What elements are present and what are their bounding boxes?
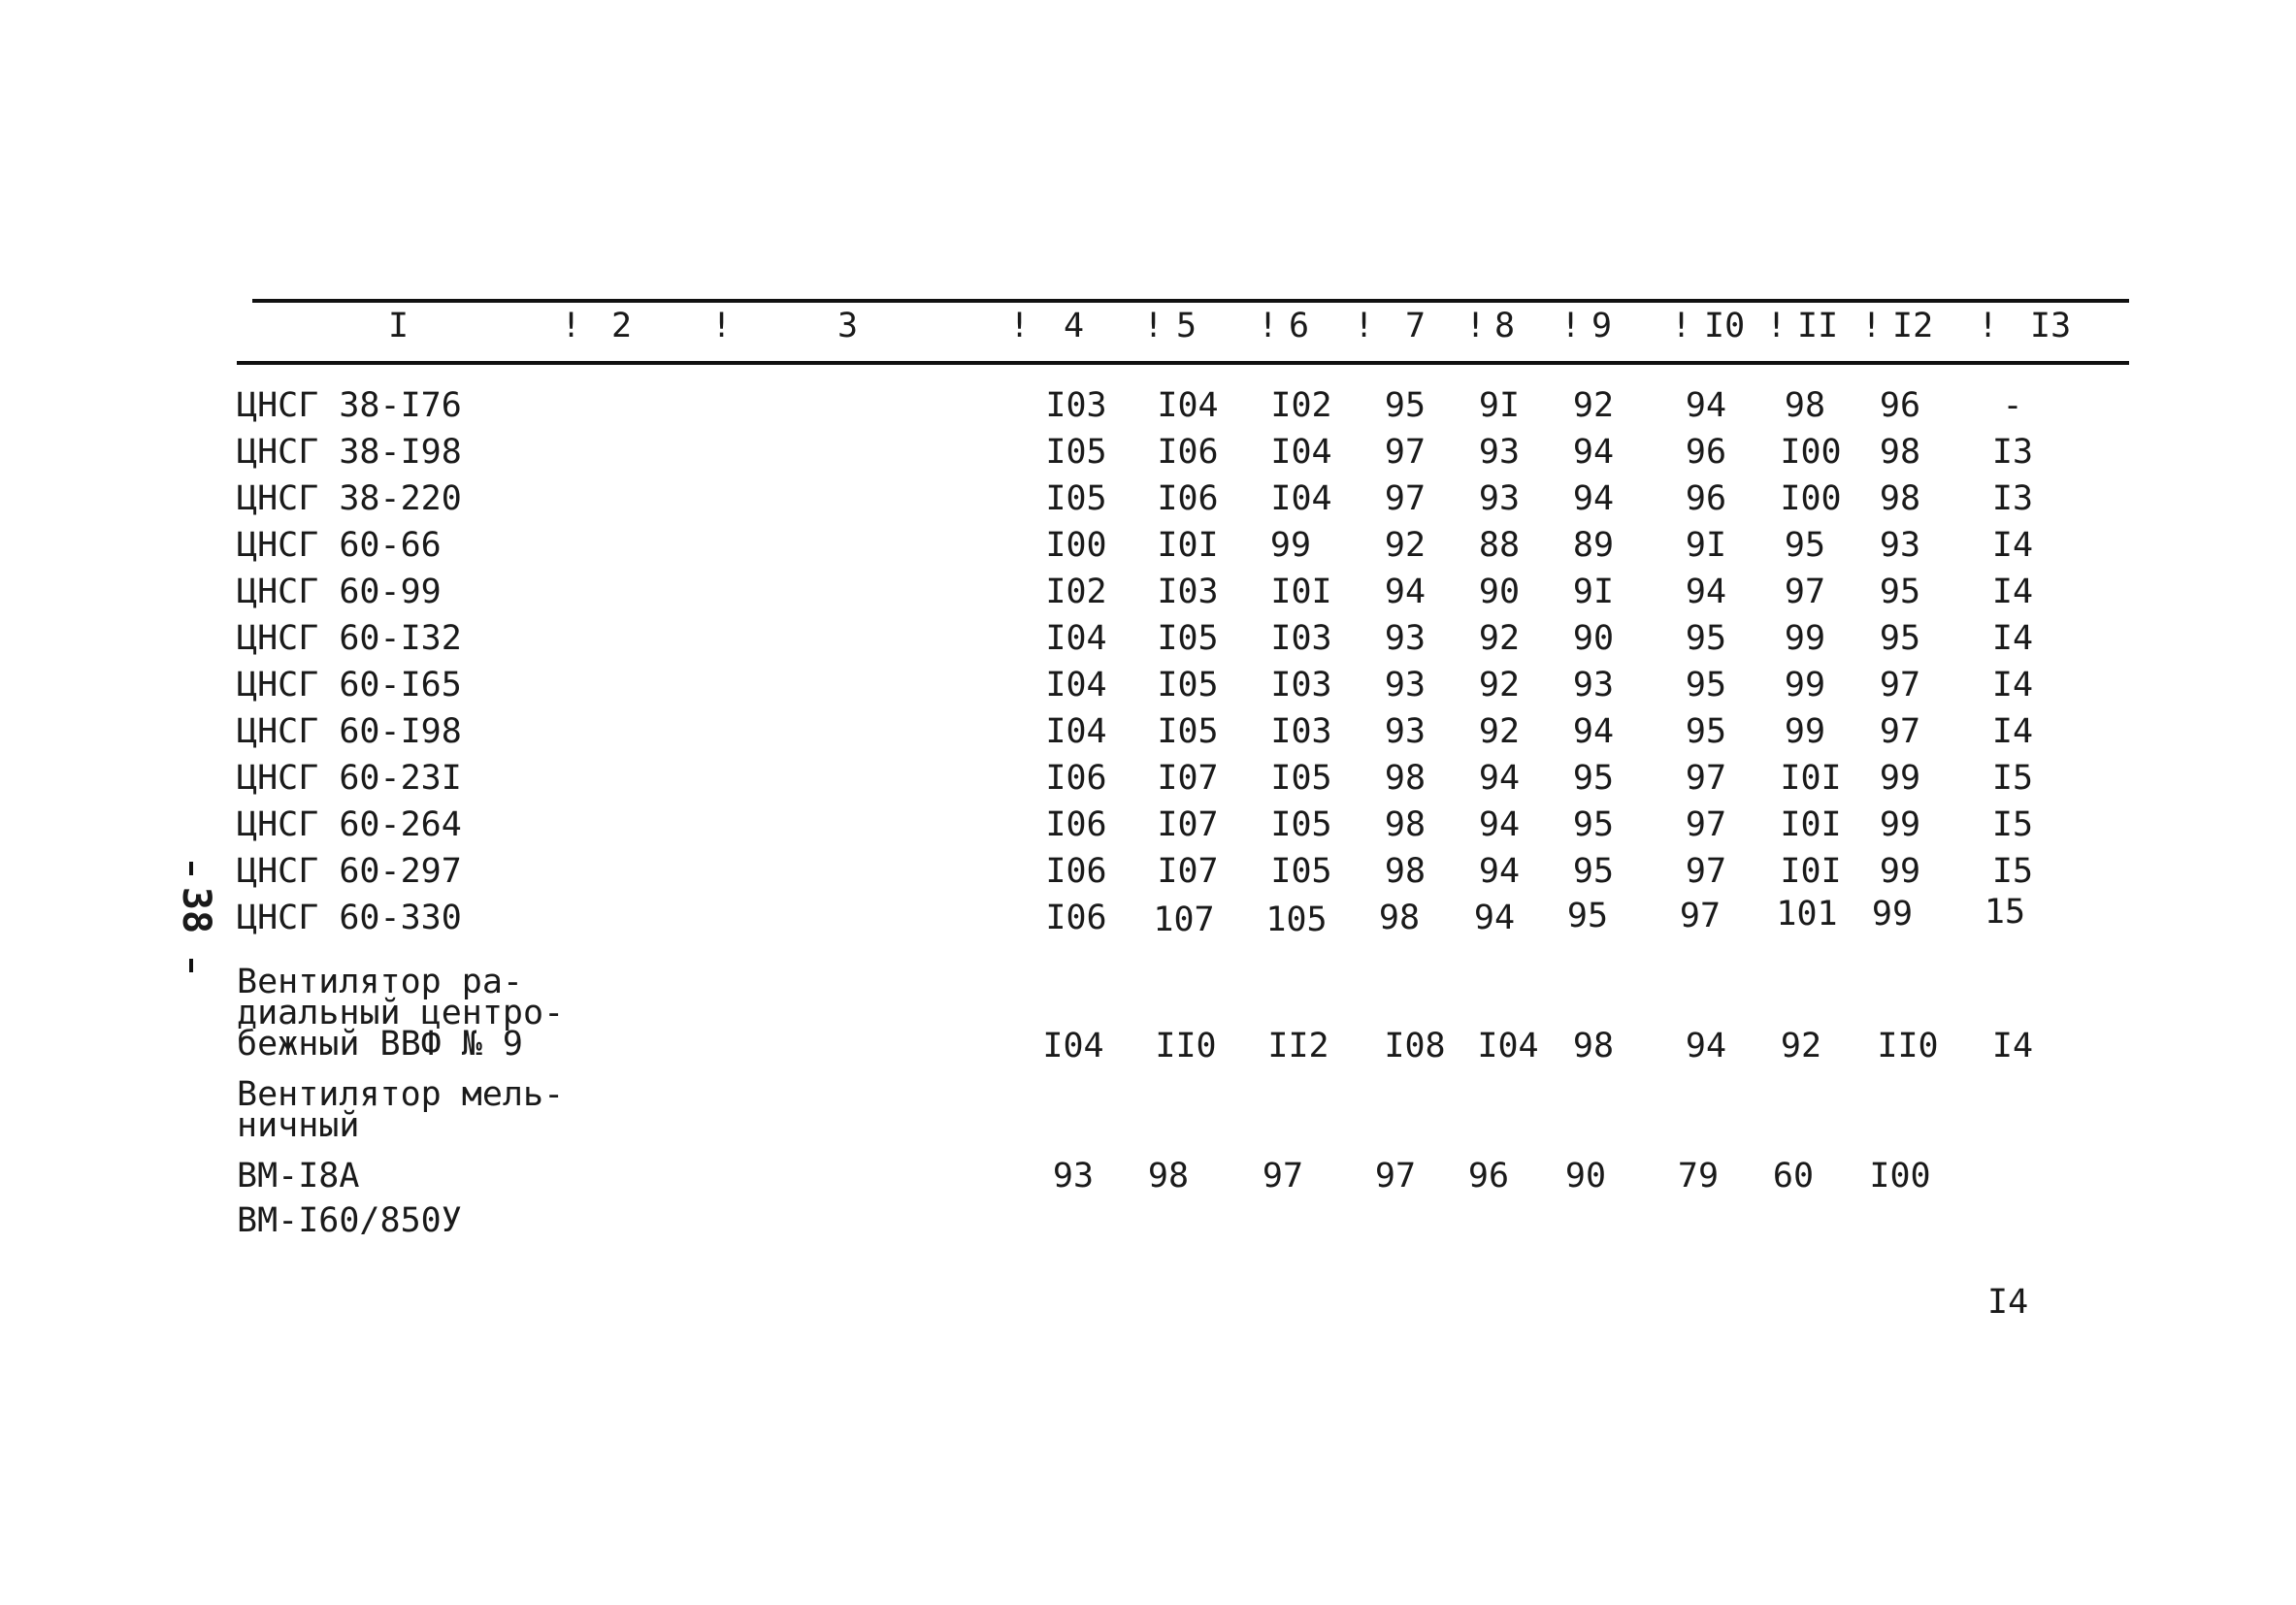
table-row [0,1157,2296,1196]
row-value-col-10: 97 [1685,805,1727,844]
table-row [0,479,2296,518]
header-separator: ! [1009,307,1031,345]
header-col-5: 5 [1176,307,1197,345]
row-label: ЦНСГ 60-I98 [237,712,462,751]
row-label: ЦНСГ 38-220 [237,479,462,518]
row-label-line-1: Вентилятор мель- [237,1075,565,1114]
row-value-col-12: 98 [1879,479,1921,518]
row-value-col-13: I4 [1991,573,2034,611]
row-label-line-1: Вентилятор ра- [237,963,524,1001]
row-value-col-10: 96 [1685,479,1727,518]
row-value-col-5: I06 [1157,479,1219,518]
row-value-col-7: 98 [1384,759,1427,798]
row-value-col-5: I05 [1157,619,1219,658]
row-value-col-6: I05 [1270,759,1332,798]
table-row [0,893,2296,939]
row-value-col-13: I5 [1991,759,2034,798]
table-row [0,619,2296,658]
row-value-col-13: I3 [1991,433,2034,472]
side-tick-top [189,862,193,875]
header-col-2: 2 [611,307,633,345]
row-value-col-9: 98 [1572,1027,1615,1065]
table-row [0,852,2296,891]
row-value-col-8: 96 [1467,1157,1510,1196]
header-separator: ! [1465,307,1487,345]
row-value-col-9: 94 [1572,712,1615,751]
header-col-3: 3 [837,307,859,345]
row-value-col-7: 93 [1384,666,1427,704]
row-value-col-13: I4 [1991,1027,2034,1065]
row-value-col-5: I07 [1157,805,1219,844]
header-col-7: 7 [1405,307,1427,345]
table-row [0,666,2296,704]
row-value-col-11: I00 [1780,433,1842,472]
row-value-col-9: 95 [1566,897,1609,935]
row-value-col-9: 9I [1572,573,1615,611]
row-label: ВМ-I60/850У [237,1201,462,1240]
header-col-13: I3 [2030,307,2072,345]
row-label: ЦНСГ 60-330 [237,899,462,937]
row-label: ЦНСГ 60-264 [237,805,462,844]
row-value-col-12: 97 [1879,712,1921,751]
row-value-col-8: 88 [1478,526,1521,565]
row-value-col-6: I05 [1270,852,1332,891]
row-value-col-7: 93 [1384,712,1427,751]
header-separator: ! [1671,307,1692,345]
row-value-col-10: 97 [1685,759,1727,798]
header-separator: ! [1258,307,1279,345]
row-value-col-9: 90 [1572,619,1615,658]
row-value-col-13: 15 [1984,893,2026,932]
row-value-col-11: 92 [1780,1027,1822,1065]
row-value-col-6: I0I [1270,573,1332,611]
row-value-col-12: 95 [1879,573,1921,611]
row-label-line-2: ничный [237,1106,360,1145]
row-value-col-13: I4 [1991,712,2034,751]
row-value-col-12: 98 [1879,433,1921,472]
row-value-col-5: I05 [1157,712,1219,751]
table-row [0,526,2296,565]
table-row [0,759,2296,798]
row-value-col-5: I04 [1157,386,1219,425]
row-value-col-9: 89 [1572,526,1615,565]
row-value-col-10: 96 [1685,433,1727,472]
header-col-1: I [388,307,410,345]
header-separator: ! [1354,307,1375,345]
row-value-col-8: 93 [1478,433,1521,472]
row-value-col-11: 97 [1784,573,1826,611]
side-page-number: 38 [174,886,219,934]
row-value-col-13: I3 [1991,479,2034,518]
row-value-col-5: I06 [1157,433,1219,472]
row-value-col-7: 97 [1384,433,1427,472]
row-value-col-8: 94 [1478,805,1521,844]
row-value-col-13: I4 [1991,666,2034,704]
row-value-col-10: 79 [1677,1157,1720,1196]
row-value-col-4: I04 [1045,666,1107,704]
row-value-col-11: 98 [1784,386,1826,425]
row-value-col-8: 92 [1478,666,1521,704]
row-value-col-7: 92 [1384,526,1427,565]
row-value-col-8: 94 [1473,899,1516,937]
row-value-col-4: I06 [1045,805,1107,844]
row-value-col-10: 9I [1685,526,1727,565]
row-value-col-5: I07 [1157,852,1219,891]
row-value-col-6: I05 [1270,805,1332,844]
row-value-col-10: 95 [1685,712,1727,751]
row-label: ЦНСГ 60-23I [237,759,462,798]
header-col-10: I0 [1704,307,1746,345]
row-value-col-10: 95 [1685,619,1727,658]
row-value-col-9: 94 [1572,433,1615,472]
row-value-col-9: 92 [1572,386,1615,425]
header-separator: ! [1143,307,1164,345]
row-label: ЦНСГ 60-297 [237,852,462,891]
row-value-col-11: I00 [1780,479,1842,518]
row-value-col-13: I4 [1991,526,2034,565]
row-value-col-4: I05 [1045,433,1107,472]
row-value-col-5: I0I [1157,526,1219,565]
row-value-col-7: I08 [1384,1027,1446,1065]
table-top-rule [252,299,2129,303]
row-value-col-7: 98 [1378,899,1421,937]
row-value-col-4: I04 [1045,712,1107,751]
row-value-col-11: I0I [1780,852,1842,891]
row-value-col-10: 97 [1685,852,1727,891]
row-value-col-12: II0 [1877,1027,1939,1065]
row-value-col-11: I0I [1780,805,1842,844]
row-value-col-12: 99 [1879,759,1921,798]
row-value-col-11: 60 [1772,1157,1815,1196]
row-label: ЦНСГ 60-I65 [237,666,462,704]
row-value-col-6: I02 [1270,386,1332,425]
row-value-col-6: 105 [1265,901,1328,939]
row-value-col-12: 93 [1879,526,1921,565]
table-header-rule [237,361,2129,365]
row-value-col-4: I06 [1045,759,1107,798]
row-value-col-12: 97 [1879,666,1921,704]
row-label: ЦНСГ 60-I32 [237,619,462,658]
table-row [0,573,2296,611]
table-row [0,433,2296,472]
row-value-col-11: I0I [1780,759,1842,798]
header-separator: ! [1978,307,1999,345]
row-value-col-4: I05 [1045,479,1107,518]
row-value-col-4: I04 [1045,619,1107,658]
row-value-col-11: 99 [1784,712,1826,751]
row-value-col-7: 95 [1384,386,1427,425]
row-label: ЦНСГ 38-I76 [237,386,462,425]
header-separator: ! [711,307,733,345]
row-value-col-6: 99 [1269,526,1312,565]
header-separator: ! [1560,307,1582,345]
row-value-col-5: I07 [1157,759,1219,798]
row-value-col-13: - [2002,386,2023,425]
row-value-col-4: I06 [1045,899,1107,937]
header-col-12: I2 [1892,307,1934,345]
table-row [0,386,2296,425]
table-row [0,1201,2296,1240]
row-value-col-5: I03 [1157,573,1219,611]
row-value-col-8: 93 [1478,479,1521,518]
row-value-col-7: 98 [1384,805,1427,844]
row-label: ЦНСГ 38-I98 [237,433,462,472]
row-value-col-9: 93 [1572,666,1615,704]
row-value-col-7: 93 [1384,619,1427,658]
row-value-col-4: I00 [1045,526,1107,565]
page-number: I4 [1987,1283,2029,1322]
row-label: ЦНСГ 60-66 [237,526,442,565]
row-value-col-12: 99 [1871,895,1914,934]
row-value-col-10: 97 [1679,897,1722,935]
header-col-6: 6 [1289,307,1310,345]
row-value-col-9: 94 [1572,479,1615,518]
row-value-col-9: 90 [1564,1157,1607,1196]
row-value-col-5: II0 [1155,1027,1217,1065]
row-value-col-8: 92 [1478,619,1521,658]
row-value-col-4: I06 [1045,852,1107,891]
row-value-col-6: 97 [1262,1157,1304,1196]
row-value-col-8: 92 [1478,712,1521,751]
row-value-col-10: 95 [1685,666,1727,704]
row-value-col-9: 95 [1572,852,1615,891]
table-row [0,1075,2296,1147]
row-value-col-5: 107 [1153,901,1215,939]
header-col-8: 8 [1494,307,1516,345]
row-value-col-7: 94 [1384,573,1427,611]
row-label: ВМ-I8А [237,1157,360,1196]
row-value-col-12: 99 [1879,805,1921,844]
row-value-col-12: 99 [1879,852,1921,891]
row-value-col-10: 94 [1685,573,1727,611]
row-value-col-11: 99 [1784,666,1826,704]
row-value-col-8: 9I [1478,386,1521,425]
row-value-col-13: I5 [1991,805,2034,844]
row-value-col-12: 95 [1879,619,1921,658]
row-label-line-3: бежный ВВФ № 9 [237,1025,524,1064]
row-value-col-6: II2 [1267,1027,1329,1065]
row-value-col-11: 101 [1776,895,1838,934]
row-value-col-11: 99 [1784,619,1826,658]
row-label: ЦНСГ 60-99 [237,573,442,611]
row-value-col-4: I02 [1045,573,1107,611]
row-value-col-7: 98 [1384,852,1427,891]
row-value-col-6: I04 [1270,479,1332,518]
row-value-col-10: 94 [1685,386,1727,425]
row-value-col-6: I03 [1270,712,1332,751]
row-label-line-2: диальный центро- [237,994,565,1032]
row-value-col-11: 95 [1784,526,1826,565]
table-row [0,963,2296,1065]
table-row [0,805,2296,844]
header-separator: ! [1861,307,1883,345]
row-value-col-6: I03 [1270,666,1332,704]
header-col-9: 9 [1591,307,1613,345]
row-value-col-8: 94 [1478,759,1521,798]
row-value-col-13: I4 [1991,619,2034,658]
table-row [0,712,2296,751]
row-value-col-9: 95 [1572,805,1615,844]
row-value-col-12: 96 [1879,386,1921,425]
row-value-col-4: I03 [1045,386,1107,425]
side-tick-bottom [189,959,193,972]
header-col-4: 4 [1064,307,1085,345]
row-value-col-4: 93 [1052,1157,1095,1196]
row-value-col-13: I5 [1991,852,2034,891]
row-value-col-4: I04 [1042,1027,1104,1065]
row-value-col-7: 97 [1374,1157,1417,1196]
row-value-col-10: 94 [1685,1027,1727,1065]
row-value-col-6: I03 [1270,619,1332,658]
header-separator: ! [561,307,582,345]
row-value-col-6: I04 [1270,433,1332,472]
row-value-col-8: 90 [1478,573,1521,611]
row-value-col-9: 95 [1572,759,1615,798]
row-value-col-12: I00 [1869,1157,1931,1196]
header-col-11: II [1797,307,1839,345]
header-separator: ! [1766,307,1788,345]
row-value-col-8: I04 [1477,1027,1539,1065]
row-value-col-8: 94 [1478,852,1521,891]
row-value-col-7: 97 [1384,479,1427,518]
row-value-col-5: I05 [1157,666,1219,704]
row-value-col-5: 98 [1147,1157,1190,1196]
